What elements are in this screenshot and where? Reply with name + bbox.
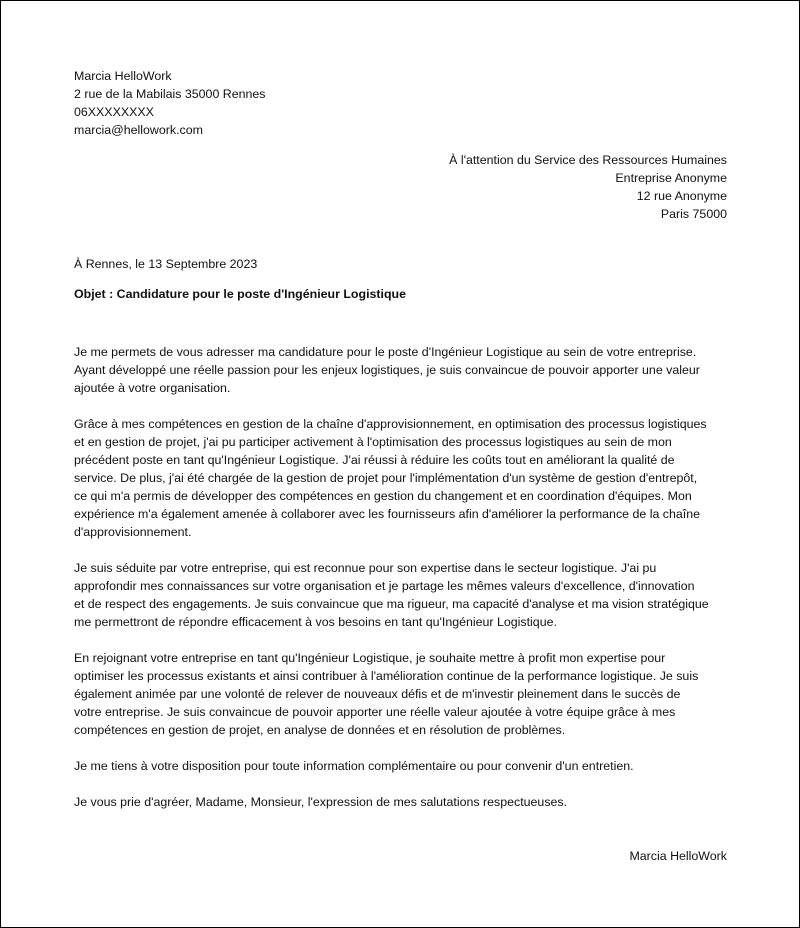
paragraph-closing bbox=[74, 793, 734, 811]
paragraph-line: service. De plus, j'ai été chargée de la gestion de projet pour l'implémentation d'un système de gestion d'entrepôt, bbox=[74, 471, 698, 485]
sender-block bbox=[74, 67, 266, 139]
paragraph-availability bbox=[74, 757, 734, 775]
paragraph-line: Grâce à mes compétences en gestion de la chaîne d'approvisionnement, en optimisation des processus logistiques bbox=[74, 417, 707, 431]
paragraph-line: approfondir mes connaissances sur votre organisation et je partage les mêmes valeurs d'excellence, d'innovation bbox=[74, 579, 695, 593]
paragraph-line: Ayant développé une réelle passion pour les enjeux logistiques, je suis convaincue de pouvoir apporter une valeur bbox=[74, 363, 700, 377]
paragraph-line: me permettront de répondre efficacement à vos besoins en tant qu'Ingénieur Logistique. bbox=[74, 615, 557, 629]
paragraph-motivation bbox=[74, 559, 734, 631]
paragraph-line: optimiser les processus existants et ainsi contribuer à l'amélioration continue de la performance logistique. Je suis bbox=[74, 669, 699, 683]
paragraph-line: précédent poste en tant qu'Ingénieur Logistique. J'ai réussi à réduire les coûts tout en améliorant la qualité de bbox=[74, 453, 675, 467]
recipient-street: 12 rue Anonyme bbox=[636, 189, 727, 203]
sender-phone: 06XXXXXXXX bbox=[74, 105, 154, 119]
paragraph-line: ce qui m'a permis de développer des compétences en gestion du changement et en coordination d'équipes. Mon bbox=[74, 489, 692, 503]
paragraph-line: et de respect des engagements. Je suis convaincue que ma rigueur, ma capacité d'analyse et ma vision stratégique bbox=[74, 597, 709, 611]
signature: Marcia HelloWork bbox=[629, 849, 727, 863]
paragraph-line: d'approvisionnement. bbox=[74, 525, 192, 539]
paragraph-contribution bbox=[74, 649, 734, 739]
paragraph-line: expérience m'a également amenée à collaborer avec les fournisseurs afin d'améliorer la performance de la chaîne bbox=[74, 507, 700, 521]
paragraph-line: En rejoignant votre entreprise en tant qu'Ingénieur Logistique, je souhaite mettre à profit mon expertise pour bbox=[74, 651, 666, 665]
sender-email: marcia@hellowork.com bbox=[74, 123, 203, 137]
paragraph-line: votre entreprise. Je suis convaincue de pouvoir apporter une réelle valeur ajoutée à votre équipe grâce à mes bbox=[74, 705, 676, 719]
paragraph-line: Je me tiens à votre disposition pour toute information complémentaire ou pour convenir d'un entretien. bbox=[74, 759, 634, 773]
paragraph-line: compétences en gestion de projet, en analyse de données et en résolution de problèmes. bbox=[74, 723, 566, 737]
sender-address: 2 rue de la Mabilais 35000 Rennes bbox=[74, 87, 266, 101]
paragraph-line: Je vous prie d'agréer, Madame, Monsieur, l'expression de mes salutations respectueuses. bbox=[74, 795, 568, 809]
paragraph-line: Je me permets de vous adresser ma candidature pour le poste d'Ingénieur Logistique au sein de votre entreprise. bbox=[74, 345, 697, 359]
paragraph-experience bbox=[74, 415, 734, 541]
recipient-block bbox=[449, 151, 727, 223]
paragraph-line: et en gestion de projet, j'ai pu participer activement à l'optimisation des processus logistiques au sein de mon bbox=[74, 435, 672, 449]
recipient-attention: À l'attention du Service des Ressources Humaines bbox=[449, 153, 727, 167]
recipient-company: Entreprise Anonyme bbox=[615, 171, 727, 185]
recipient-city: Paris 75000 bbox=[660, 207, 727, 221]
date-line: À Rennes, le 13 Septembre 2023 bbox=[74, 257, 258, 271]
paragraph-intro bbox=[74, 343, 734, 397]
subject-line: Objet : Candidature pour le poste d'Ingénieur Logistique bbox=[74, 287, 407, 301]
paragraph-line: ajoutée à votre organisation. bbox=[74, 381, 231, 395]
sender-name: Marcia HelloWork bbox=[74, 69, 172, 83]
paragraph-line: Je suis séduite par votre entreprise, qui est reconnue pour son expertise dans le secteur logistique. J'ai pu bbox=[74, 561, 657, 575]
paragraph-line: également animée par une volonté de relever de nouveaux défis et de m'investir pleinement dans le succès de bbox=[74, 687, 681, 701]
